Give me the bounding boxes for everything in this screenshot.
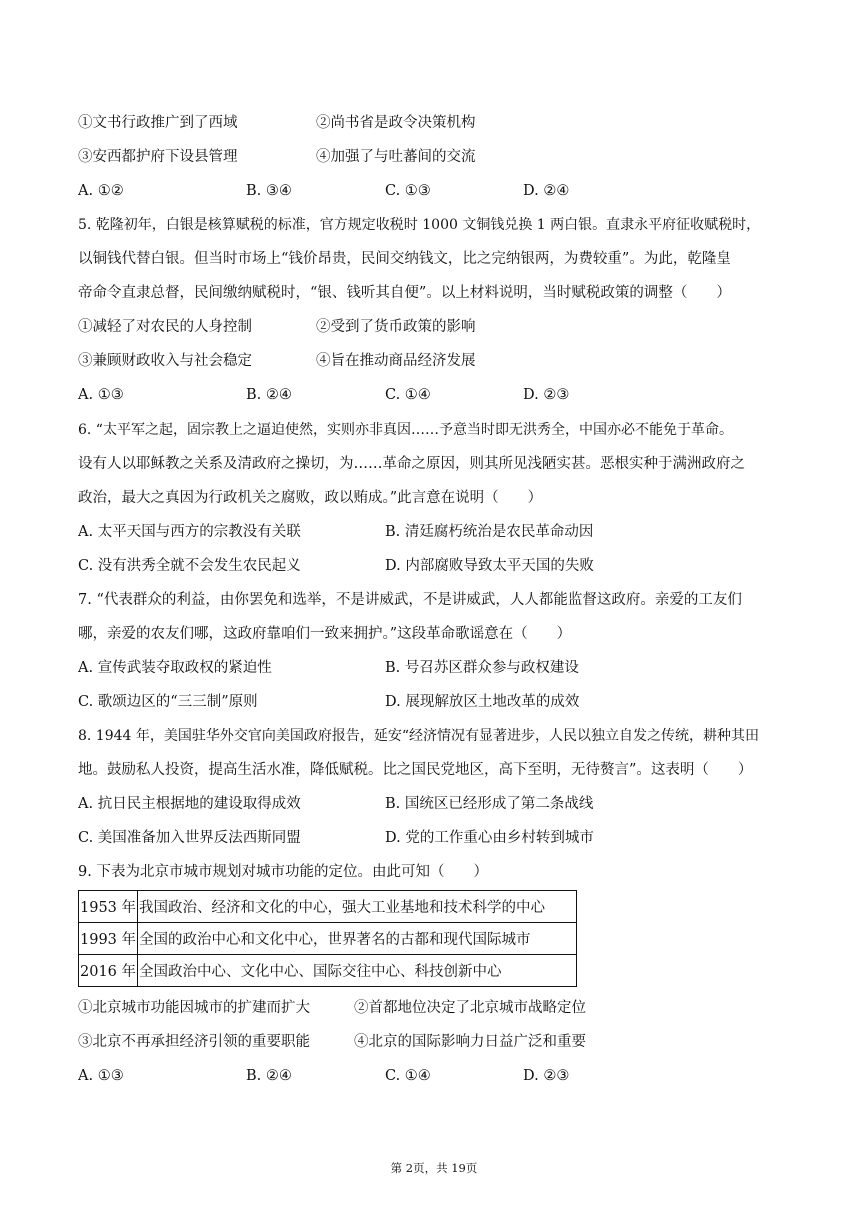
- table-cell-year: 1953 年: [79, 891, 138, 923]
- q4-choice-d: D. ②④: [523, 183, 570, 199]
- q4-choice-b: B. ③④: [246, 183, 292, 199]
- q8-choice-c: C. 美国准备加入世界反法西斯同盟: [78, 830, 301, 846]
- q9-stem: 9. 下表为北京市城市规划对城市功能的定位。由此可知（ ）: [78, 864, 488, 880]
- q9-option-4: ④北京的国际影响力日益广泛和重要: [354, 1034, 586, 1050]
- q7-stem-line-1: 7. “代表群众的利益，由你罢免和选举，不是讲威武，不是讲威武，人人都能监督这政府。亲爱的工友们: [78, 592, 742, 608]
- q5-option-4: ④旨在推动商品经济发展: [316, 353, 476, 369]
- q7-choice-b: B. 号召苏区群众参与政权建设: [385, 660, 579, 676]
- q9-choice-c: C. ①④: [385, 1068, 431, 1084]
- q4-option-3: ③安西都护府下设县管理: [78, 149, 238, 165]
- q8-choice-b: B. 国统区已经形成了第二条战线: [385, 796, 594, 812]
- q6-choice-a: A. 太平天国与西方的宗教没有关联: [78, 524, 301, 540]
- q4-option-1: ①文书行政推广到了西域: [78, 115, 238, 131]
- q6-choice-d: D. 内部腐败导致太平天国的失败: [385, 558, 594, 574]
- table-cell-year: 2016 年: [79, 955, 138, 987]
- table-row: [79, 891, 577, 923]
- q7-choice-c: C. 歌颂边区的“三三制”原则: [78, 694, 258, 710]
- city-function-table: [78, 890, 577, 987]
- q7-choice-d: D. 展现解放区土地改革的成效: [385, 694, 580, 710]
- q9-choice-b: B. ②④: [246, 1068, 292, 1084]
- q8-choice-d: D. 党的工作重心由乡村转到城市: [385, 830, 594, 846]
- q5-option-3: ③兼顾财政收入与社会稳定: [78, 353, 252, 369]
- q9-option-2: ②首都地位决定了北京城市战略定位: [354, 1000, 586, 1016]
- q5-choice-d: D. ②③: [523, 387, 570, 403]
- q6-stem-line-2: 设有人以耶稣教之关系及清政府之操切，为……革命之原因，则其所见浅陋实甚。恶根实种于满洲政府之: [78, 456, 745, 472]
- page-footer: 第 2页，共 19页: [390, 1161, 478, 1175]
- table-cell-year: 1993 年: [79, 923, 138, 955]
- q4-choice-c: C. ①③: [385, 183, 431, 199]
- q4-choice-a: A. ①②: [78, 183, 124, 199]
- q5-stem-line-3: 帝命令直隶总督，民间缴纳赋税时，“银、钱听其自便”。以上材料说明，当时赋税政策的调整（ ）: [78, 285, 731, 301]
- table-cell-desc: 全国的政治中心和文化中心，世界著名的古都和现代国际城市: [138, 923, 577, 955]
- q8-stem-line-1: 8. 1944 年，美国驻华外交官向美国政府报告，延安“经济情况有显著进步，人民以独立自发之传统，耕种其田: [78, 728, 760, 744]
- q4-option-2: ②尚书省是政令决策机构: [316, 115, 476, 131]
- q5-choice-a: A. ①③: [78, 387, 124, 403]
- table-row: [79, 923, 577, 955]
- q6-stem-line-3: 政治，最大之真因为行政机关之腐败，政以贿成。”此言意在说明（ ）: [78, 490, 543, 506]
- q6-stem-line-1: 6. “太平军之起，固宗教上之逼迫使然，实则亦非真因……予意当时即无洪秀全，中国亦必不能免于革命。: [78, 422, 733, 438]
- q8-choice-a: A. 抗日民主根据地的建设取得成效: [78, 796, 301, 812]
- q5-choice-c: C. ①④: [385, 387, 431, 403]
- q9-choice-d: D. ②③: [523, 1068, 570, 1084]
- q6-choice-b: B. 清廷腐朽统治是农民革命动因: [385, 524, 594, 540]
- q4-option-4: ④加强了与吐蕃间的交流: [316, 149, 476, 165]
- q9-choice-a: A. ①③: [78, 1068, 124, 1084]
- q5-option-1: ①减轻了对农民的人身控制: [78, 319, 252, 335]
- q9-option-1: ①北京城市功能因城市的扩建而扩大: [78, 1000, 310, 1016]
- q9-option-3: ③北京不再承担经济引领的重要职能: [78, 1034, 310, 1050]
- q5-choice-b: B. ②④: [246, 387, 292, 403]
- q5-stem-line-2: 以铜钱代替白银。但当时市场上“钱价昂贵，民间交纳钱文，比之完纳银两，为费较重”。为此，乾隆皇: [78, 251, 731, 267]
- q7-choice-a: A. 宣传武装夺取政权的紧迫性: [78, 660, 272, 676]
- q6-choice-c: C. 没有洪秀全就不会发生农民起义: [78, 558, 301, 574]
- q8-stem-line-2: 地。鼓励私人投资，提高生活水准，降低赋税。比之国民党地区，高下至明，无待赘言”。这表明（ ）: [78, 762, 753, 778]
- q7-stem-line-2: 哪，亲爱的农友们哪，这政府靠咱们一致来拥护。”这段革命歌谣意在（ ）: [78, 626, 572, 642]
- table-cell-desc: 全国政治中心、文化中心、国际交往中心、科技创新中心: [138, 955, 577, 987]
- q5-option-2: ②受到了货币政策的影响: [316, 319, 476, 335]
- table-cell-desc: 我国政治、经济和文化的中心，强大工业基地和技术科学的中心: [138, 891, 577, 923]
- table-row: [79, 955, 577, 987]
- q5-stem-line-1: 5. 乾隆初年，白银是核算赋税的标准，官方规定收税时 1000 文铜钱兑换 1 两白银。直隶永平府征收赋税时，: [78, 217, 761, 233]
